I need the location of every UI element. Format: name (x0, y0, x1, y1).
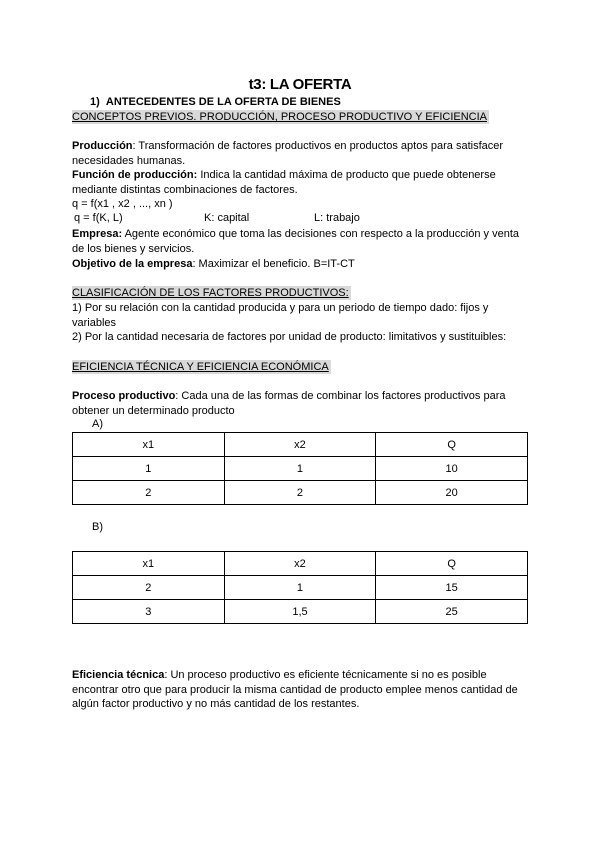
table-header-cell: Q (376, 433, 528, 457)
definition-text: : Transformación de factores productivos en productos aptos para satisfacer necesidades humanas. (72, 140, 504, 167)
term: Proceso productivo (72, 390, 176, 402)
table-header-row (73, 433, 528, 457)
page-title: t3: LA OFERTA (248, 76, 352, 93)
definition-eficiencia-tecnica (72, 668, 532, 712)
definition-funcion (72, 168, 532, 197)
table-cell: 2 (73, 576, 225, 600)
definition-proceso (72, 389, 532, 418)
table-a-label: A) (92, 418, 103, 430)
label-trabajo: L: trabajo (314, 212, 360, 224)
table-cell: 15 (376, 576, 528, 600)
table-header-cell: Q (376, 552, 528, 576)
heading-conceptos: CONCEPTOS PREVIOS. PRODUCCIÓN, PROCESO PRODUCTIVO Y EFICIENCIA (72, 111, 488, 123)
table-row (73, 481, 528, 505)
table-cell: 1 (224, 576, 376, 600)
table-cell: 1 (73, 457, 225, 481)
table-header-cell: x2 (224, 433, 376, 457)
clasificacion-2: 2) Por la cantidad necesaria de factores por unidad de producto: limitativos y sustituibles: (72, 331, 507, 343)
definition-empresa (72, 227, 532, 256)
heading-clasificacion: CLASIFICACIÓN DE LOS FACTORES PRODUCTIVOS: (72, 287, 349, 299)
definition-text: : Un proceso productivo es eficiente técnicamente si no es posible encontrar otro que para producir la misma cantidad de producto emplee menos cantidad de algún factor productivo y no más cantidad de los restantes. (72, 669, 518, 710)
section-heading: 1) ANTECEDENTES DE LA OFERTA DE BIENES (90, 96, 341, 108)
term: Función de producción: (72, 169, 198, 181)
table-header-row (73, 552, 528, 576)
table-cell: 1,5 (224, 600, 376, 624)
term: Empresa: (72, 228, 123, 240)
clasificacion-1: 1) Por su relación con la cantidad producida y para un periodo de tiempo dado: fijos y variables (72, 302, 489, 329)
table-row (73, 457, 528, 481)
formula-general: q = f(x1 , x2 , ..., xn ) (72, 198, 173, 210)
table-cell: 20 (376, 481, 528, 505)
definition-objetivo (72, 257, 532, 272)
term: Producción (72, 140, 133, 152)
table-header-cell: x1 (73, 552, 225, 576)
table-cell: 1 (224, 457, 376, 481)
label-capital: K: capital (204, 212, 250, 224)
definition-produccion (72, 139, 532, 168)
table-a (72, 432, 528, 505)
definition-text: Agente económico que toma las decisiones con respecto a la producción y venta de los bienes y servicios. (72, 228, 519, 255)
term: Objetivo de la empresa (72, 258, 193, 270)
table-row (73, 600, 528, 624)
table-cell: 2 (224, 481, 376, 505)
formula-kl: q = f(K, L) (74, 212, 123, 224)
table-cell: 25 (376, 600, 528, 624)
table-header-cell: x2 (224, 552, 376, 576)
table-cell: 2 (73, 481, 225, 505)
table-header-cell: x1 (73, 433, 225, 457)
definition-text: : Maximizar el beneficio. B=IT-CT (192, 258, 355, 270)
definition-text: : Cada una de las formas de combinar los factores productivos para obtener un determinado producto (72, 390, 506, 417)
definition-text: Indica la cantidad máxima de producto que puede obtenerse mediante distintas combinaciones de factores. (72, 169, 496, 196)
table-cell: 10 (376, 457, 528, 481)
heading-eficiencia: EFICIENCIA TÉCNICA Y EFICIENCIA ECONÓMICA (72, 361, 329, 373)
table-row (73, 576, 528, 600)
table-cell: 3 (73, 600, 225, 624)
table-b-label: B) (92, 521, 103, 533)
table-b (72, 551, 528, 624)
term: Eficiencia técnica (72, 669, 165, 681)
